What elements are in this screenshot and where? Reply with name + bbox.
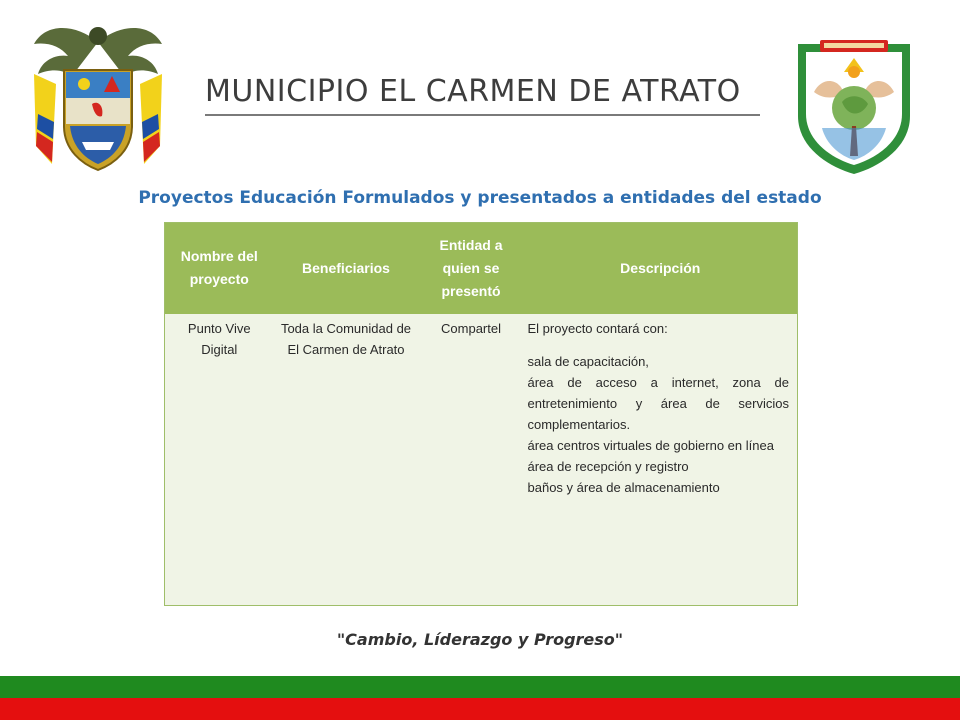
description-item: sala de capacitación, xyxy=(527,353,649,369)
colombia-coat-of-arms-icon xyxy=(26,14,170,180)
municipal-shield-icon xyxy=(792,32,916,176)
description-item: baños y área de almacenamiento xyxy=(527,479,720,495)
column-header-descripcion: Descripción xyxy=(524,223,798,314)
header-divider xyxy=(205,114,760,116)
column-header-entidad: Entidad a quien se presentó xyxy=(419,223,524,314)
description-item: área de acceso a internet, zona de entretenimiento y área de servicios complementarios. xyxy=(527,374,789,432)
table-row xyxy=(165,314,798,606)
table-header-row xyxy=(165,223,798,314)
projects-table xyxy=(164,222,798,606)
section-title: Proyectos Educación Formulados y presentados a entidades del estado xyxy=(138,188,822,208)
footer-band-red xyxy=(0,698,960,720)
description-intro: El proyecto contará con: xyxy=(527,320,668,336)
municipality-title: MUNICIPIO EL CARMEN DE ATRATO xyxy=(205,74,741,109)
description-item: área de recepción y registro xyxy=(527,458,689,474)
column-header-beneficiarios: Beneficiarios xyxy=(274,223,419,314)
slogan: "Cambio, Líderazgo y Progreso" xyxy=(336,630,624,649)
description-item: área centros virtuales de gobierno en línea xyxy=(527,437,774,453)
cell-entidad: Compartel xyxy=(419,314,524,606)
cell-descripcion xyxy=(524,314,798,606)
description-spacer xyxy=(528,339,790,351)
footer-band-green xyxy=(0,676,960,698)
cell-beneficiarios: Toda la Comunidad de El Carmen de Atrato xyxy=(274,314,419,606)
column-header-nombre: Nombre del proyecto xyxy=(165,223,274,314)
cell-nombre: Punto Vive Digital xyxy=(165,314,274,606)
